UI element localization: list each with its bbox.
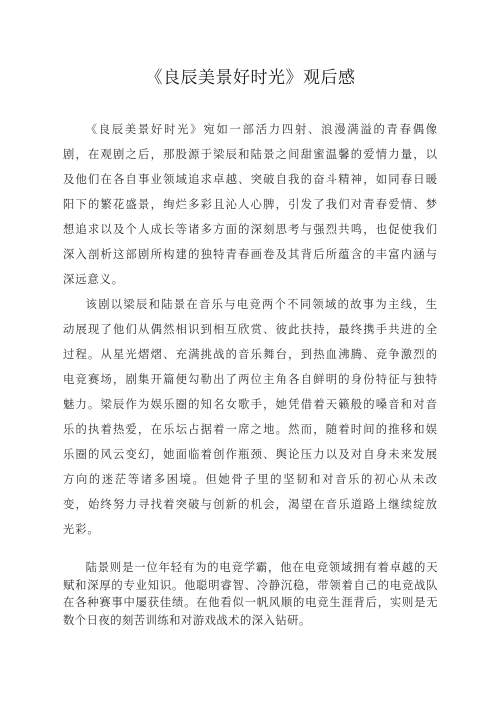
paragraph-1: 《良辰美景好时光》宛如一部活力四射、浪漫满溢的青春偶像剧，在观剧之后，那股源于梁辰和陆景之间甜蜜温馨的爱情力量，以及他们在各自事业领域追求卓越、突破自我的奋斗精神，如同春日暖阳下的繁花盛景，绚烂多彩且沁人心脾，引发了我们对青春爱情、梦想追求以及个人成长等诸多方面的深刻思考与强烈共鸣，也促使我们深入剖析这部剧所构建的独特青春画卷及其背后所蕴含的丰富内涵与深远意义。 (63, 123, 438, 286)
paragraph-2: 该剧以梁辰和陆景在音乐与电竞两个不同领域的故事为主线，生动展现了他们从偶然相识到相互欣赏、彼此扶持，最终携手共进的全过程。从星光熠熠、充满挑战的音乐舞台，到热血沸腾、竞争激烈的电竞赛场，剧集开篇便勾勒出了两位主角各自鲜明的身份特征与独特魅力。梁辰作为娱乐圈的知名女歌手，她凭借着天籁般的嗓音和对音乐的执着热爱，在乐坛占据着一席之地。然而，随着时间的推移和娱乐圈的风云变幻，她面临着创作瓶颈、舆论压力以及对自身未来发展方向的迷茫等诸多困境。但她骨子里的坚韧和对音乐的初心从未改变，始终努力寻找着突破与创新的机会，渴望在音乐道路上继续绽放光彩。 (63, 298, 438, 536)
document-title: 《良辰美景好时光》观后感 (145, 68, 356, 88)
paragraph-3: 陆景则是一位年轻有为的电竞学霸，他在电竞领域拥有着卓越的天赋和深厚的专业知识。他聪明睿智、冷静沉稳，带领着自己的电竞战队在各种赛事中屡获佳绩。在他看似一帆风顺的电竞生涯背后，实则是无数个日夜的刻苦训练和对游戏战术的深入钻研。 (63, 561, 438, 627)
